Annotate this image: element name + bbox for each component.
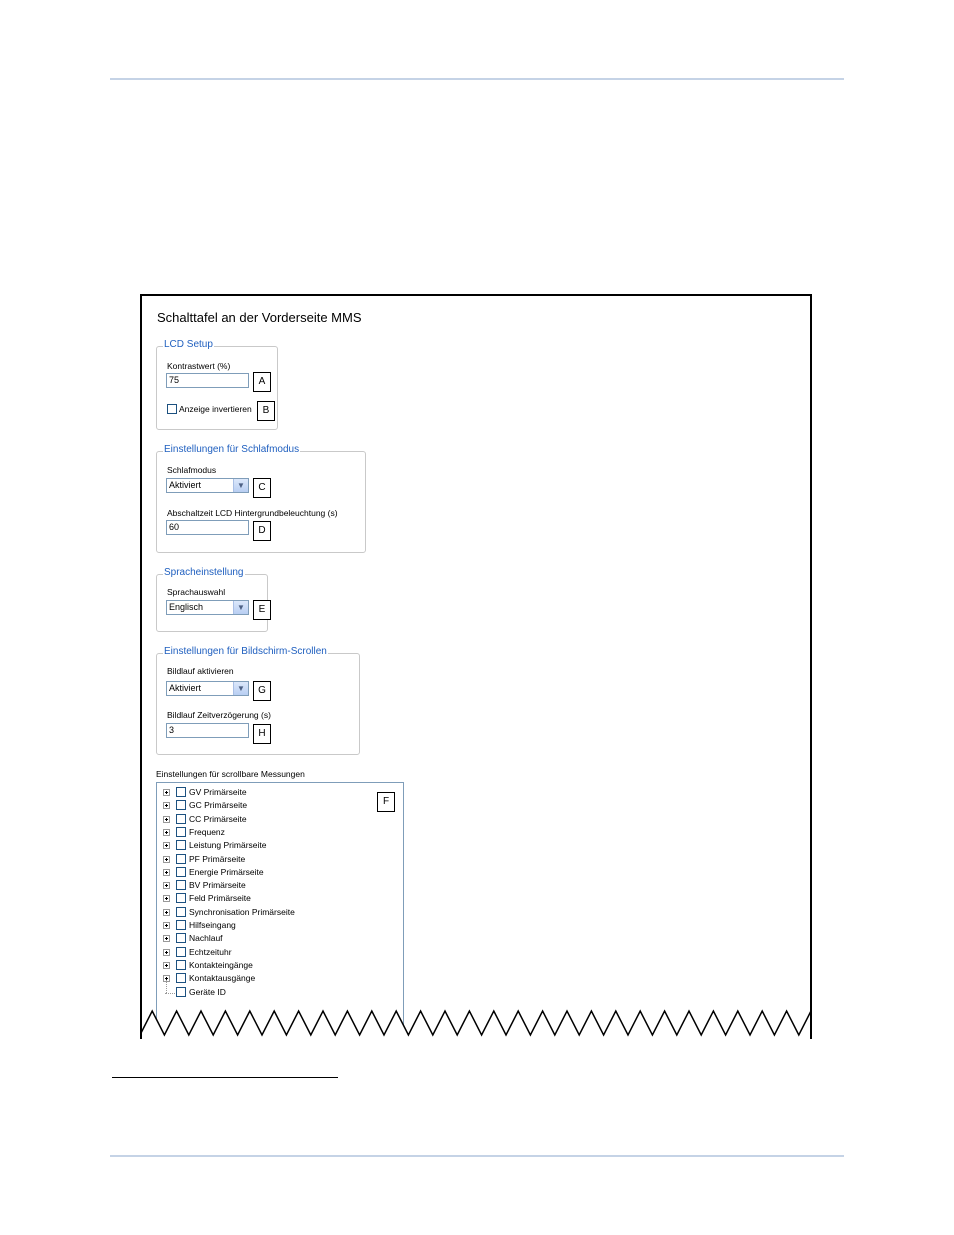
tree-item[interactable] [157,906,387,919]
language-value: Englisch [169,602,204,612]
backlight-timeout-input[interactable]: 60 [166,520,249,535]
tree-item[interactable] [157,813,387,826]
callout-d: D [253,521,271,541]
expand-plus-icon[interactable] [163,802,170,809]
language-label: Sprachauswahl [167,587,226,597]
tree-line [165,993,175,994]
tree-item-label: Feld Primärseite [189,893,251,904]
callout-b: B [257,401,275,421]
sleep-mode-legend: Einstellungen für Schlafmodus [164,444,300,455]
tree-item[interactable] [157,972,387,985]
tree-item[interactable] [157,879,387,892]
tree-item[interactable] [157,839,387,852]
screen-scroll-legend: Einstellungen für Bildschirm-Scrollen [164,646,327,657]
backlight-timeout-label: Abschaltzeit LCD Hintergrundbeleuchtung (s) [167,508,338,518]
tree-item-label: CC Primärseite [189,813,247,824]
language-select[interactable] [166,600,249,615]
tree-item-checkbox[interactable] [176,827,186,837]
expand-plus-icon[interactable] [163,949,170,956]
tree-item-label: Synchronisation Primärseite [189,906,295,917]
invert-display-label: Anzeige invertieren [179,404,252,414]
tree-item-checkbox[interactable] [176,814,186,824]
tree-item[interactable] [157,853,387,866]
tree-item-checkbox[interactable] [176,880,186,890]
language-group [156,567,268,632]
lcd-setup-legend: LCD Setup [164,339,213,350]
tree-item[interactable] [157,799,387,812]
tree-item-label: Echtzeituhr [189,946,232,957]
tree-item-label: Leistung Primärseite [189,840,267,851]
expand-plus-icon[interactable] [163,935,170,942]
tree-item-checkbox[interactable] [176,893,186,903]
scroll-enable-label: Bildlauf aktivieren [167,666,234,676]
tree-item-checkbox[interactable] [176,933,186,943]
tree-item[interactable] [157,932,387,945]
sleep-mode-value: Aktiviert [169,480,202,490]
callout-e: E [253,600,271,620]
scroll-delay-input[interactable]: 3 [166,723,249,738]
tree-item-label: Hilfseingang [189,920,236,930]
torn-edge [140,1009,812,1039]
tree-item-checkbox[interactable] [176,987,186,997]
tree-item-label: Geräte ID [189,986,226,997]
scroll-measurements-label: Einstellungen für scrollbare Messungen [156,769,305,779]
callout-g: G [253,681,271,701]
expand-plus-icon[interactable] [163,816,170,823]
scroll-measurements-tree[interactable] [156,782,404,1039]
callout-h: H [253,724,271,744]
tree-item-checkbox[interactable] [176,840,186,850]
expand-plus-icon[interactable] [163,909,170,916]
callout-f: F [377,792,395,812]
chevron-down-icon[interactable]: ▼ [233,479,248,492]
expand-plus-icon[interactable] [163,882,170,889]
screen-scroll-group [156,646,360,755]
contrast-input[interactable]: 75 [166,373,249,388]
scroll-enable-value: Aktiviert [169,683,202,693]
tree-item-label: GC Primärseite [189,800,248,811]
chevron-down-icon[interactable]: ▼ [233,682,248,695]
expand-plus-icon[interactable] [163,829,170,836]
sleep-mode-select[interactable] [166,478,249,493]
callout-a: A [253,372,271,392]
language-legend: Spracheinstellung [164,567,244,578]
tree-item[interactable] [157,892,387,905]
tree-item[interactable] [157,826,387,839]
tree-item-checkbox[interactable] [176,920,186,930]
panel-title: Schalttafel an der Vorderseite MMS [157,310,362,325]
tree-item-label: Frequenz [189,826,225,837]
invert-display-checkbox[interactable] [167,404,177,414]
lcd-setup-group [156,339,278,430]
callout-c: C [253,478,271,498]
tree-line [166,980,167,993]
sleep-mode-group [156,444,366,553]
tree-item[interactable] [157,919,387,932]
front-panel-settings-window [140,294,812,1039]
tree-item-label: Kontaktausgänge [189,973,256,984]
tree-item-label: Kontakteingänge [189,959,253,970]
scroll-delay-label: Bildlauf Zeitverzögerung (s) [167,710,271,720]
tree-item-label: Energie Primärseite [189,866,264,877]
tree-item-checkbox[interactable] [176,854,186,864]
expand-plus-icon[interactable] [163,789,170,796]
tree-item[interactable] [157,786,387,799]
expand-plus-icon[interactable] [163,856,170,863]
tree-item-label: GV Primärseite [189,787,247,797]
header-rule [110,78,844,80]
tree-item[interactable] [157,986,387,999]
expand-plus-icon[interactable] [163,922,170,929]
tree-item-label: BV Primärseite [189,880,246,891]
tree-item-checkbox[interactable] [176,787,186,797]
tree-item-label: PF Primärseite [189,853,246,864]
tree-item[interactable] [157,946,387,959]
expand-plus-icon[interactable] [163,962,170,969]
expand-plus-icon[interactable] [163,895,170,902]
tree-item-checkbox[interactable] [176,867,186,877]
expand-plus-icon[interactable] [163,842,170,849]
footer-rule [110,1155,844,1157]
tree-item-checkbox[interactable] [176,800,186,810]
tree-item-label: Nachlauf [189,933,223,944]
tree-item-checkbox[interactable] [176,947,186,957]
footnote-rule [112,1077,338,1078]
scroll-enable-select[interactable] [166,681,249,696]
chevron-down-icon[interactable]: ▼ [233,601,248,614]
tree-item-checkbox[interactable] [176,973,186,983]
sleep-mode-label: Schlafmodus [167,465,217,475]
tree-item-checkbox[interactable] [176,907,186,917]
tree-item[interactable] [157,959,387,972]
expand-plus-icon[interactable] [163,869,170,876]
tree-item-checkbox[interactable] [176,960,186,970]
contrast-label: Kontrastwert (%) [167,361,231,371]
tree-item[interactable] [157,866,387,879]
